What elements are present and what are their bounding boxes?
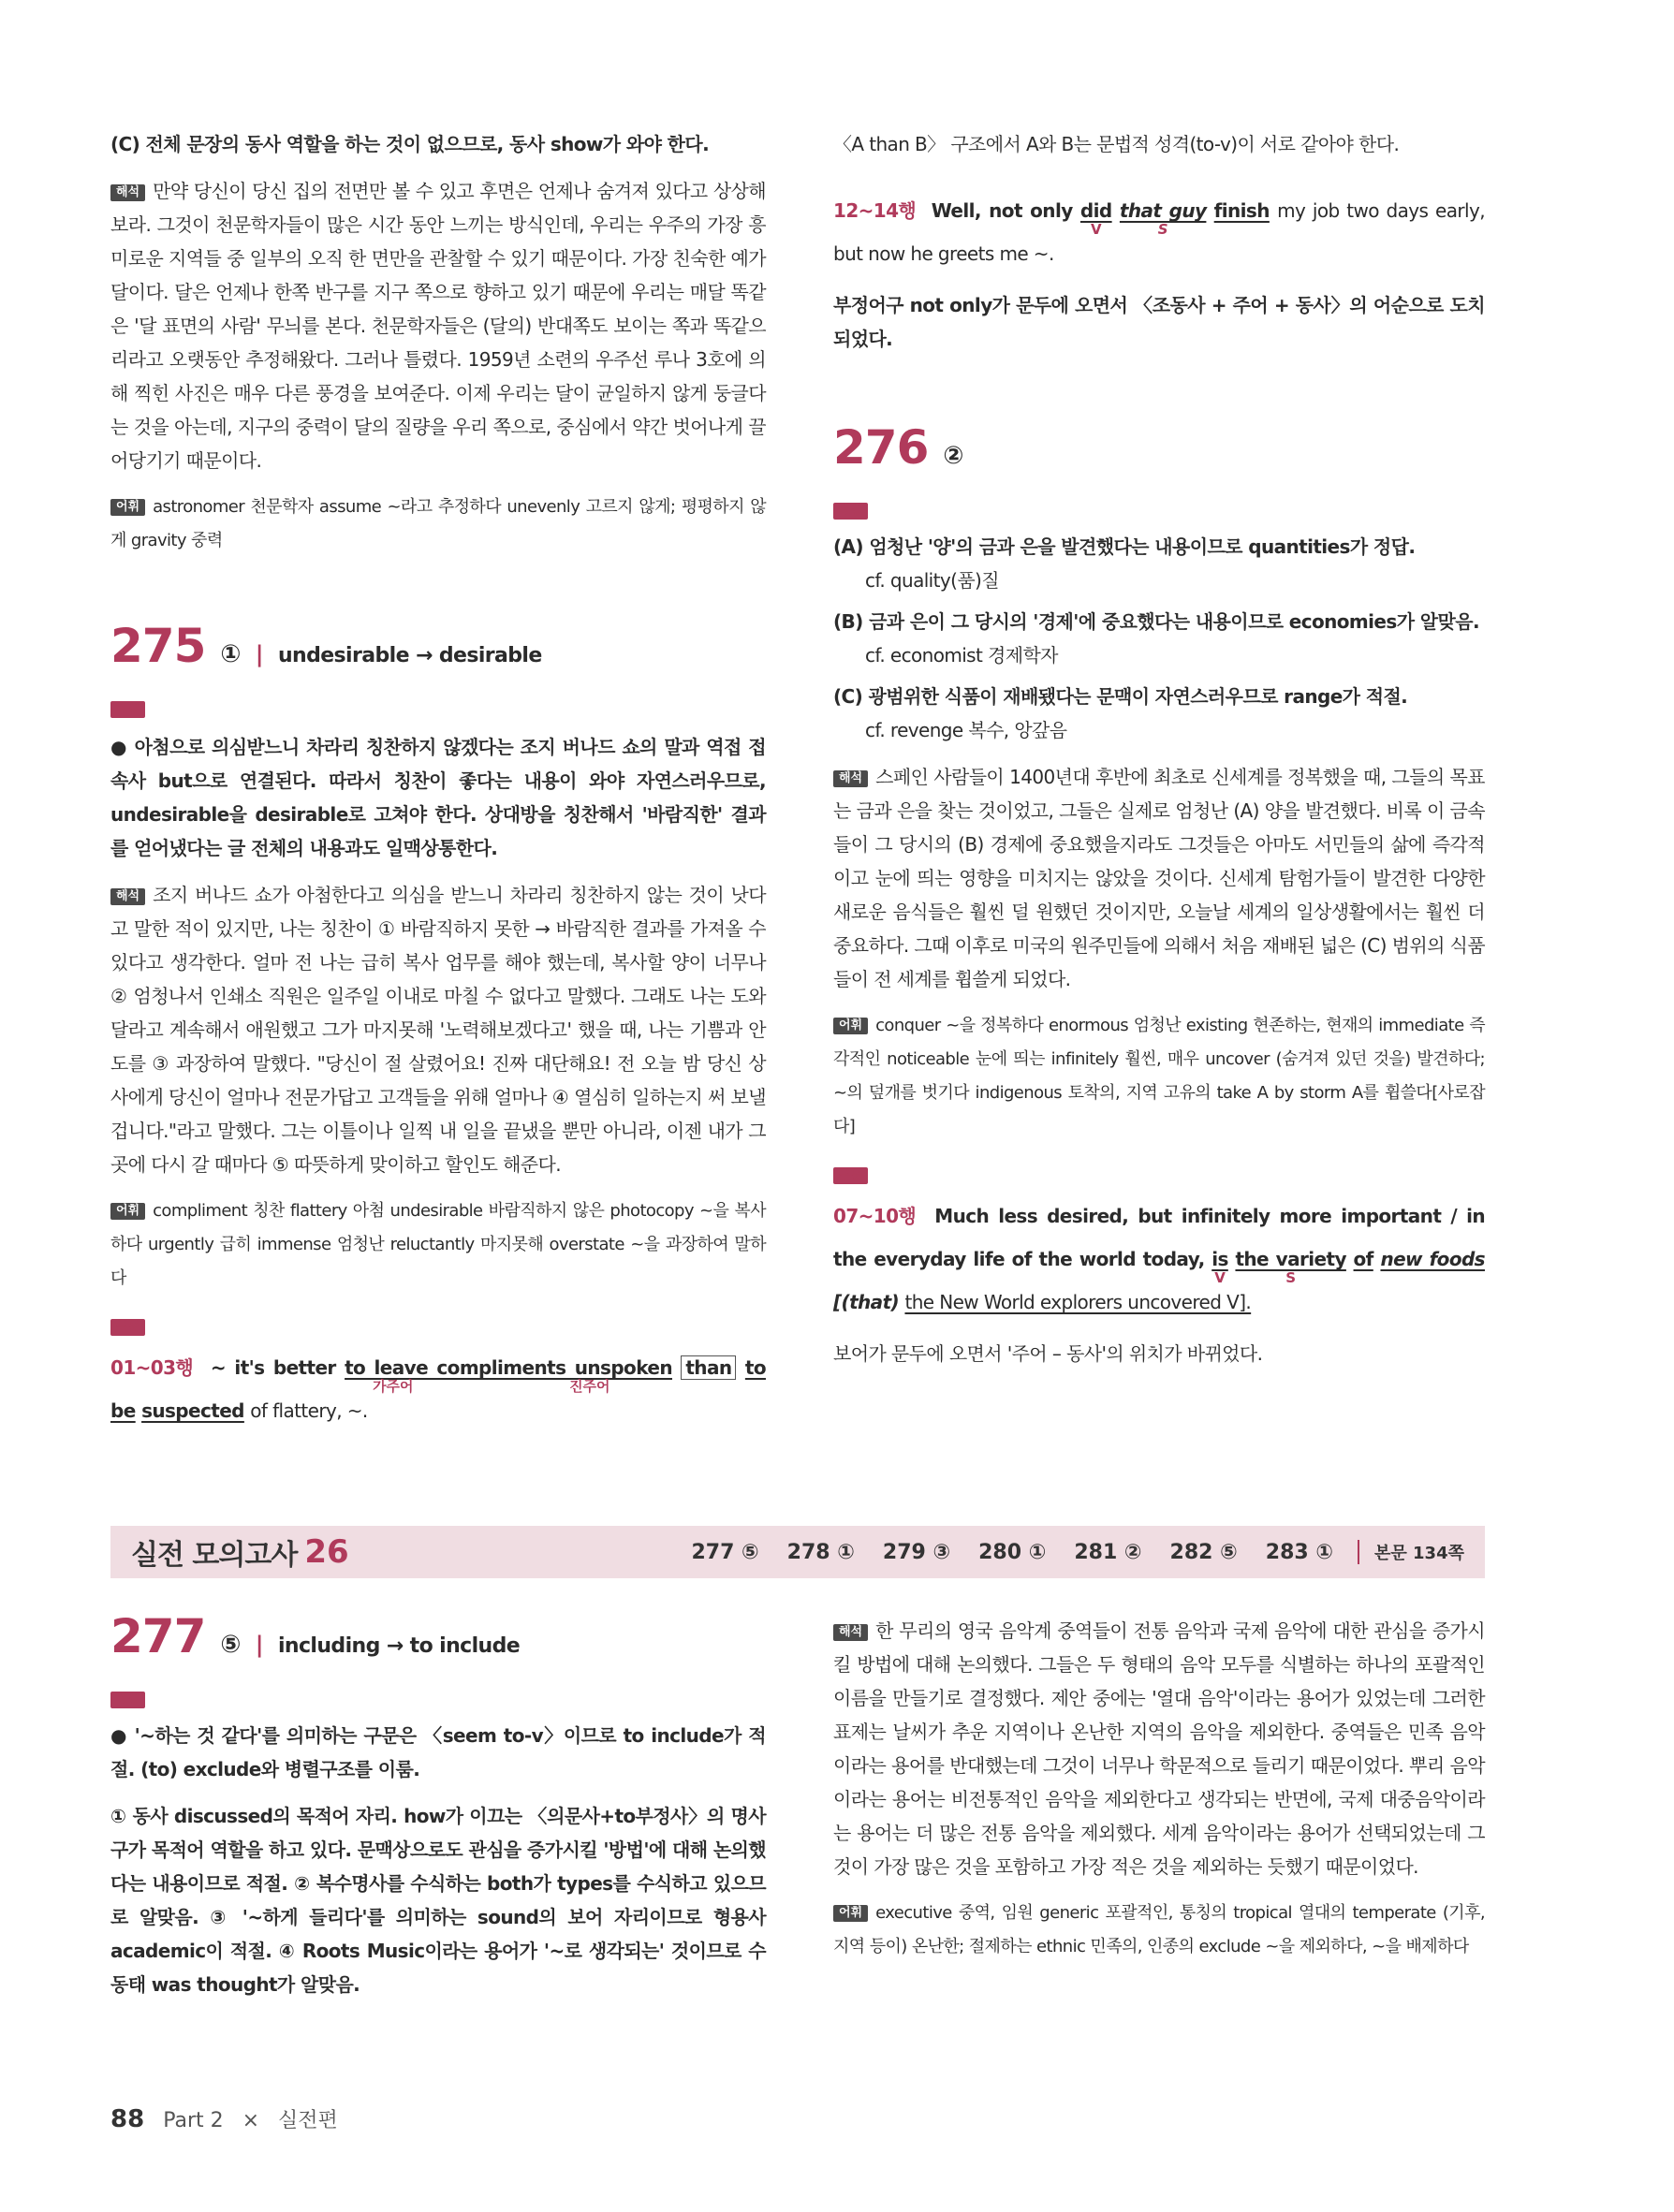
- q275-mark-fake-subject: 가주어: [373, 1378, 414, 1395]
- q275-syntax-post: of flattery, ~.: [250, 1399, 368, 1422]
- q275-syntax2-did-word: did: [1079, 199, 1112, 222]
- syntax-tag: 구문: [110, 1319, 145, 1336]
- q276-a: [833, 530, 1485, 597]
- divider: |: [255, 1632, 263, 1658]
- q275-syntax2-guy: [1119, 199, 1207, 238]
- banner-answer: 282 ⑤: [1169, 1540, 1238, 1564]
- banner-answer: 279 ③: [882, 1540, 951, 1564]
- q275-syntax-lines: 01~03행: [110, 1356, 194, 1379]
- q275-section: [110, 618, 766, 1445]
- vocab-tag: 어휘: [833, 1905, 868, 1922]
- q277-section: [110, 1608, 766, 2014]
- q277-vocab-text: executive 중역, 임원 generic 포괄적인, 통칭의 tropical 열대의 temperate (기후, 지역 등이) 온난한; 절제하는 ethnic 민족의, 인종의 exclude ~을 제외하다, ~을 배제하다: [833, 1903, 1485, 1956]
- banner-answer: 278 ①: [786, 1540, 855, 1564]
- q275-syntax2-did: [1079, 199, 1112, 238]
- q277-detail: ① 동사 discussed의 목적어 자리. how가 이끄는 〈의문사+to부정사〉의 명사구가 목적어 역할을 하고 있다. 문맥상으로도 관심을 증가시킬 '방법'에 대해 논의했다는 내용이므로 적절. ② 복수명사를 수식하는 both가 types를 수식하고 있으므로 알맞음. ③ '~하게 들리다'를 의미하는 sound의 보어 자리이므로 형용사 academic이 적절. ④ Roots Music이라는 용어가 '~로 생각되는' 것이므로 수동태 was thought가 알맞음.: [110, 1805, 766, 1996]
- q276-syntax: [833, 1194, 1485, 1324]
- footer-part: Part 2: [163, 2109, 224, 2132]
- q275-syntax-than: than: [681, 1355, 736, 1380]
- banner-answer-list: [691, 1541, 1333, 1564]
- q276-number: 276: [833, 420, 929, 475]
- banner-answer: 280 ①: [978, 1540, 1047, 1564]
- q275-vocab: [110, 1194, 766, 1296]
- q275-syntax2-explain: 부정어구 not only가 문두에 오면서 〈조동사 + 주어 + 동사〉의 어순으로 도치되었다.: [833, 294, 1485, 350]
- exam-banner: [110, 1526, 1485, 1578]
- q276-translation: [833, 760, 1485, 996]
- q274-vocab: [110, 491, 766, 558]
- q277-translation-text: 한 무리의 영국 음악계 중역들이 전통 음악과 국제 음악에 대한 관심을 증가시킬 방법에 대해 논의했다. 그들은 두 형태의 음악 모두를 식별하는 하나의 포괄적인 이름을 만들기로 결정했다. 제안 중에는 '열대 음악'이라는 용어가 있었는데 그러한 표제는 날씨가 추운 지역이나 온난한 지역의 음악을 제외한다. 중역들은 민족 음악이라는 용어를 반대했는데 그것이 너무나 학문적으로 들리기 때문이었다. 뿌리 음악이라는 용어는 비전통적인 음악을 제외한다고 생각되는 반면에, 국제 대중음악이라는 용어는 더 많은 전통 음악을 제외했다. 세계 음악이라는 용어가 선택되었는데 그것이 가장 많은 것을 포함하고 가장 적은 것을 제외하는 듯했기 때문이었다.: [833, 1619, 1485, 1878]
- q276-a-cf: cf. quality(품)질: [865, 569, 999, 592]
- q275-answer: ①: [220, 640, 241, 668]
- q276-syntax-s1: Much less desired, but infinitely more important / in the everyday life of the world today,: [833, 1205, 1485, 1270]
- q274-translation: [110, 174, 766, 477]
- banner-answer: 283 ①: [1265, 1540, 1333, 1564]
- q274-c-line: (C) 전체 문장의 동사 역할을 하는 것이 없으므로, 동사 show가 와야 한다.: [110, 133, 710, 155]
- explanation-tag: 해설: [110, 701, 145, 718]
- q275-syntax2-guy-word: that guy: [1119, 199, 1207, 222]
- q276-section: [833, 419, 1485, 1384]
- q276-syntax-is: [1211, 1248, 1228, 1286]
- q275-note: 〈A than B〉 구조에서 A와 B는 문법적 성격(to-v)이 서로 같아야 한다.: [833, 133, 1400, 155]
- q275-vocab-text: compliment 칭찬 flattery 아첨 undesirable 바람직하지 않은 photocopy ~을 복사하다 urgently 급히 immense 엄청난 reluctantly 마지못해 overstate ~을 과장하여 말하다: [110, 1201, 766, 1288]
- q276-b-cf: cf. economist 경제학자: [865, 644, 1058, 667]
- q277-correction: including → to include: [277, 1634, 521, 1658]
- q277-answer: ⑤: [220, 1631, 241, 1659]
- q275-translation: [110, 878, 766, 1181]
- q276-syntax-explain: 보어가 문두에 오면서 '주어 – 동사'의 위치가 바뀌었다.: [833, 1342, 1263, 1365]
- q275-syntax2-post: my job two days early, but now he greets me ~.: [833, 199, 1485, 265]
- q276-syntax-of: of: [1353, 1248, 1373, 1270]
- q276-syntax-that: [(that): [833, 1291, 900, 1313]
- q275-translation-text: 조지 버나드 쇼가 아첨한다고 의심을 받느니 차라리 칭찬하지 않는 것이 낫다고 말한 적이 있지만, 나는 칭찬이 ① 바람직하지 못한 → 바람직한 결과를 가져올 수 있다고 생각한다. 얼마 전 나는 급히 복사 업무를 해야 했는데, 복사할 양이 너무나 ② 엄청나서 인쇄소 직원은 일주일 이내로 마칠 수 없다고 말했다. 그래도 나는 도와달라고 계속해서 애원했고 그가 마지못해 '노력해보겠다고' 했을 때, 나는 기쁨과 안도를 ③ 과장하여 말했다. "당신이 절 살렸어요! 진짜 대단해요! 전 오늘 밤 당신 상사에게 당신이 얼마나 전문가답고 고객들을 위해 얼마나 ④ 열심히 일하는지 써 보낼 겁니다."라고 말했다. 그는 이틀이나 일찍 내 일을 끝냈을 뿐만 아니라, 이젠 내가 그곳에 다시 갈 때마다 ⑤ 따뜻하게 맞이하고 할인도 해준다.: [110, 884, 766, 1176]
- banner-answer: 277 ⑤: [691, 1540, 759, 1564]
- q275-header: [110, 618, 766, 674]
- footer-separator: ×: [242, 2109, 260, 2132]
- vocab-tag: 어휘: [833, 1018, 868, 1034]
- q276-syntax-foods: new foods: [1380, 1248, 1485, 1270]
- page-footer: [110, 2104, 338, 2133]
- q276-answer: ②: [943, 442, 963, 470]
- explanation-tag: 해설: [833, 503, 868, 520]
- q276-syntax-rest: the New World explorers uncovered V].: [904, 1291, 1252, 1313]
- q276-mark-v: V: [1214, 1269, 1226, 1286]
- q275-syntax-w2: to be: [110, 1356, 766, 1422]
- q275-mark-v: V: [1090, 221, 1102, 238]
- banner-title: 실전 모의고사: [131, 1539, 298, 1572]
- q276-syntax-variety: [1235, 1248, 1346, 1286]
- q276-b-text: (B) 금과 은이 그 당시의 '경제'에 중요했다는 내용이므로 economies가 알맞음.: [833, 610, 1479, 633]
- q276-header: [833, 419, 1485, 476]
- q276-c-text: (C) 광범위한 식품이 재배됐다는 문맥이 자연스러우므로 range가 적절.: [833, 685, 1408, 708]
- q277-explanation: ● '~하는 것 같다'를 의미하는 구문은 〈seem to-v〉이므로 to include가 적절. (to) exclude와 병렬구조를 이룸.: [110, 1724, 766, 1780]
- q275-mark-real-subject: 진주어: [569, 1378, 610, 1395]
- q276-vocab: [833, 1009, 1485, 1144]
- right-top-column: [833, 127, 1485, 369]
- q275-explanation: ● 아첨으로 의심받느니 차라리 칭찬하지 않겠다는 조지 버나드 쇼의 말과 역접 접속사 but으로 연결된다. 따라서 칭찬이 좋다는 내용이 와야 자연스러우므로, undesirable을 desirable로 고쳐야 한다. 상대방을 칭찬해서 '바람직한' 결과를 얻어냈다는 글 전체의 내용과도 일맥상통한다.: [110, 736, 766, 859]
- q275-syntax2-lines: 12~14행: [833, 199, 917, 222]
- q275-mark-s: S: [1157, 221, 1168, 238]
- q276-syntax-is-word: is: [1211, 1248, 1228, 1270]
- banner-number: 26: [304, 1533, 349, 1571]
- syntax-tag: 구문: [833, 1167, 868, 1184]
- vocab-tag: 어휘: [110, 499, 145, 516]
- q276-syntax-variety-word: the variety: [1235, 1248, 1346, 1270]
- q277-header: [110, 1608, 766, 1664]
- q277-number: 277: [110, 1609, 206, 1663]
- q276-mark-s: S: [1285, 1269, 1297, 1286]
- q276-vocab-text: conquer ~을 정복하다 enormous 엄청난 existing 현존하는, 현재의 immediate 즉각적인 noticeable 눈에 띄는 infinitely 훨씬, 매우 uncover (숨겨져 있던 것을) 발견하다; ~의 덮개를 벗기다 indigenous 토착의, 지역 고유의 take A by storm A를 휩쓸다[사로잡다]: [833, 1016, 1485, 1136]
- footer-section: 실전편: [278, 2109, 338, 2132]
- q276-translation-text: 스페인 사람들이 1400년대 후반에 최초로 신세계를 정복했을 때, 그들의 목표는 금과 은을 찾는 것이었고, 그들은 실제로 엄청난 (A) 양을 발견했다. 비록 이 금속들이 그 당시의 (B) 경제에 중요했을지라도 그것들은 아마도 서민들의 삶에 즉각적이고 눈에 띄는 영향을 미치지는 않았을 것이다. 신세계 탐험가들이 발견한 다양한 새로운 음식들은 훨씬 덜 원했던 것이지만, 오늘날 세계의 일상생활에서는 훨씬 더 중요하다. 그때 이후로 미국의 원주민들에 의해서 처음 재배된 넓은 (C) 범위의 식품들이 전 세계를 휩쓸게 되었다.: [833, 766, 1485, 990]
- banner-answer: 281 ②: [1074, 1540, 1142, 1564]
- q275-syntax2: [833, 189, 1485, 275]
- q277-translation: [833, 1614, 1485, 1883]
- q276-b: [833, 605, 1485, 672]
- q275-number: 275: [110, 619, 206, 673]
- q277-vocab: [833, 1897, 1485, 1964]
- q275-syntax-pre: ~ it's better: [210, 1356, 336, 1379]
- q276-syntax-lines: 07~10행: [833, 1205, 917, 1227]
- q277-right-column: [833, 1614, 1485, 1977]
- translation-tag: 해석: [110, 184, 145, 201]
- q275-syntax: [110, 1346, 766, 1432]
- banner-page-ref: 본문 134쪽: [1358, 1540, 1464, 1564]
- q275-correction: undesirable → desirable: [277, 644, 542, 667]
- left-top-column: [110, 127, 766, 571]
- q274-vocab-text: astronomer 천문학자 assume ~라고 추정하다 unevenly 고르지 않게; 평평하지 않게 gravity 중력: [110, 497, 766, 550]
- q275-syntax-w1: to leave compliments unspoken: [345, 1356, 672, 1379]
- translation-tag: 해석: [833, 1624, 868, 1641]
- divider: |: [255, 641, 263, 667]
- q275-syntax-real-subject: [345, 1356, 672, 1395]
- q276-c: [833, 680, 1485, 747]
- translation-tag: 해석: [833, 770, 868, 787]
- q275-syntax2-pre: Well, not only: [931, 199, 1073, 222]
- vocab-tag: 어휘: [110, 1203, 145, 1220]
- q276-a-text: (A) 엄청난 '양'의 금과 은을 발견했다는 내용이므로 quantities가 정답.: [833, 535, 1416, 558]
- translation-tag: 해석: [110, 888, 145, 905]
- explanation-tag: 해설: [110, 1692, 145, 1708]
- page-number: 88: [110, 2105, 145, 2133]
- q276-c-cf: cf. revenge 복수, 앙갚음: [865, 719, 1067, 741]
- q275-syntax-w3: suspected: [141, 1399, 244, 1422]
- q275-syntax2-finish: finish: [1213, 199, 1270, 222]
- q274-translation-text: 만약 당신이 당신 집의 전면만 볼 수 있고 후면은 언제나 숨겨져 있다고 상상해보라. 그것이 천문학자들이 많은 시간 동안 느끼는 방식인데, 우리는 우주의 가장 흥미로운 지역들 중 일부의 오직 한 면만을 관찰할 수 있기 때문이다. 가장 친숙한 예가 달이다. 달은 언제나 한쪽 반구를 지구 쪽으로 향하고 있기 때문에 우리는 매달 똑같은 '달 표면의 사람' 무늬를 본다. 천문학자들은 (달의) 반대쪽도 보이는 쪽과 똑같으리라고 오랫동안 추정해왔다. 그러나 틀렸다. 1959년 소련의 우주선 루나 3호에 의해 찍힌 사진은 매우 다른 풍경을 보여준다. 이제 우리는 달이 균일하지 않게 둥글다는 것을 아는데, 지구의 중력이 달의 질량을 우리 쪽으로, 중심에서 약간 벗어나게 끌어당기기 때문이다.: [110, 180, 766, 472]
